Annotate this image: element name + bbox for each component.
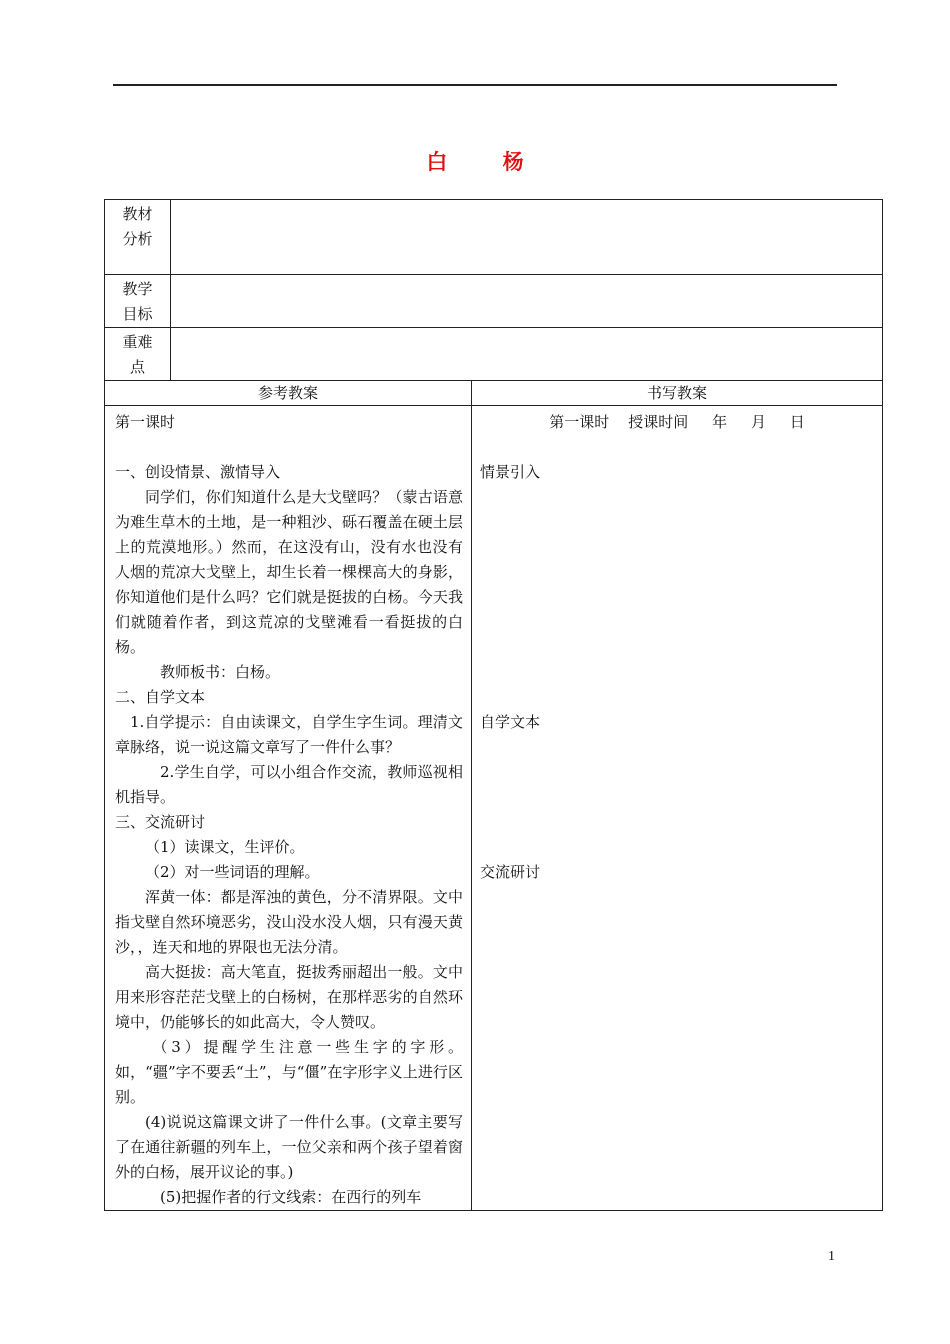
paragraph-self-study: 2.学生自学，可以小组合作交流，教师巡视相机指导。 bbox=[115, 763, 463, 806]
row-key-points bbox=[105, 328, 883, 381]
row-teaching-goals bbox=[105, 275, 883, 328]
note-self-study: 自学文本 bbox=[480, 713, 541, 731]
section-heading-3: 三、交流研讨 bbox=[115, 813, 206, 831]
note-scene-intro: 情景引入 bbox=[480, 463, 541, 481]
header-reference-plan: 参考教案 bbox=[105, 381, 472, 406]
list-item-1: （1）读课文，生评价。 bbox=[145, 838, 305, 856]
document-title: 白 杨 bbox=[426, 149, 548, 174]
list-item-5: (5)把握作者的行文线索：在西行的列车 bbox=[160, 1188, 422, 1206]
section-heading-1: 一、创设情景、激情导入 bbox=[115, 463, 281, 481]
list-item-3: （3）提醒学生注意一些生字的字形。如，“疆”字不要丢“土”，与“僵”在字形字义上进行区别。 bbox=[115, 1038, 463, 1106]
paragraph-tip: 1.自学提示：自由读课文，自学生字生词。理清文章脉络，说一说这篇文章写了一件什么事？ bbox=[115, 713, 463, 756]
row-column-headers bbox=[105, 381, 883, 406]
lesson-title-left: 第一课时 bbox=[115, 413, 176, 431]
page-number: 1 bbox=[828, 1249, 835, 1264]
content-teaching-goals bbox=[171, 275, 883, 328]
row-material-analysis bbox=[105, 200, 883, 275]
list-item-2: （2）对一些词语的理解。 bbox=[145, 863, 320, 881]
content-key-points bbox=[171, 328, 883, 381]
note-discussion: 交流研讨 bbox=[480, 863, 541, 881]
label-key-points: 重难 点 bbox=[105, 328, 171, 381]
paragraph-term-2: 高大挺拔：高大笔直，挺拔秀丽超出一般。文中用来形容茫茫戈壁上的白杨树，在那样恶劣的自然环境中，仍能够长的如此高大，令人赞叹。 bbox=[115, 963, 463, 1031]
header-rule bbox=[113, 84, 837, 86]
content-material-analysis bbox=[171, 200, 883, 275]
lesson-title-right: 第一课时 授课时间 年 月 日 bbox=[549, 413, 805, 431]
lesson-plan-table bbox=[104, 199, 883, 1211]
paragraph-intro: 同学们，你们知道什么是大戈壁吗？（蒙古语意为难生草木的土地，是一种粗沙、砾石覆盖在硬土层上的荒漠地形。）然而，在这没有山，没有水也没有人烟的荒凉大戈壁上，却生长着一棵棵高大的身影，你知道他们是什么吗？它们就是挺拔的白杨。今天我们就随着作者，到这荒凉的戈壁滩看一看挺拔的白杨。 bbox=[115, 488, 463, 656]
paragraph-board: 教师板书：白杨。 bbox=[160, 663, 281, 681]
reference-plan-body bbox=[105, 406, 472, 1211]
list-item-4: (4)说说这篇课文讲了一件什么事。(文章主要写了在通往新疆的列车上，一位父亲和两个孩子望着窗外的白杨，展开议论的事。) bbox=[115, 1113, 463, 1181]
label-teaching-goals: 教学 目标 bbox=[105, 275, 171, 328]
header-written-plan: 书写教案 bbox=[472, 381, 883, 406]
written-plan-body bbox=[472, 406, 883, 1211]
section-heading-2: 二、自学文本 bbox=[115, 688, 206, 706]
label-material-analysis: 教材 分析 bbox=[105, 200, 171, 275]
row-lesson-body bbox=[105, 406, 883, 1211]
paragraph-term-1: 浑黄一体：都是浑浊的黄色，分不清界限。文中指戈壁自然环境恶劣，没山没水没人烟，只有漫天黄沙，，连天和地的界限也无法分清。 bbox=[115, 888, 463, 956]
